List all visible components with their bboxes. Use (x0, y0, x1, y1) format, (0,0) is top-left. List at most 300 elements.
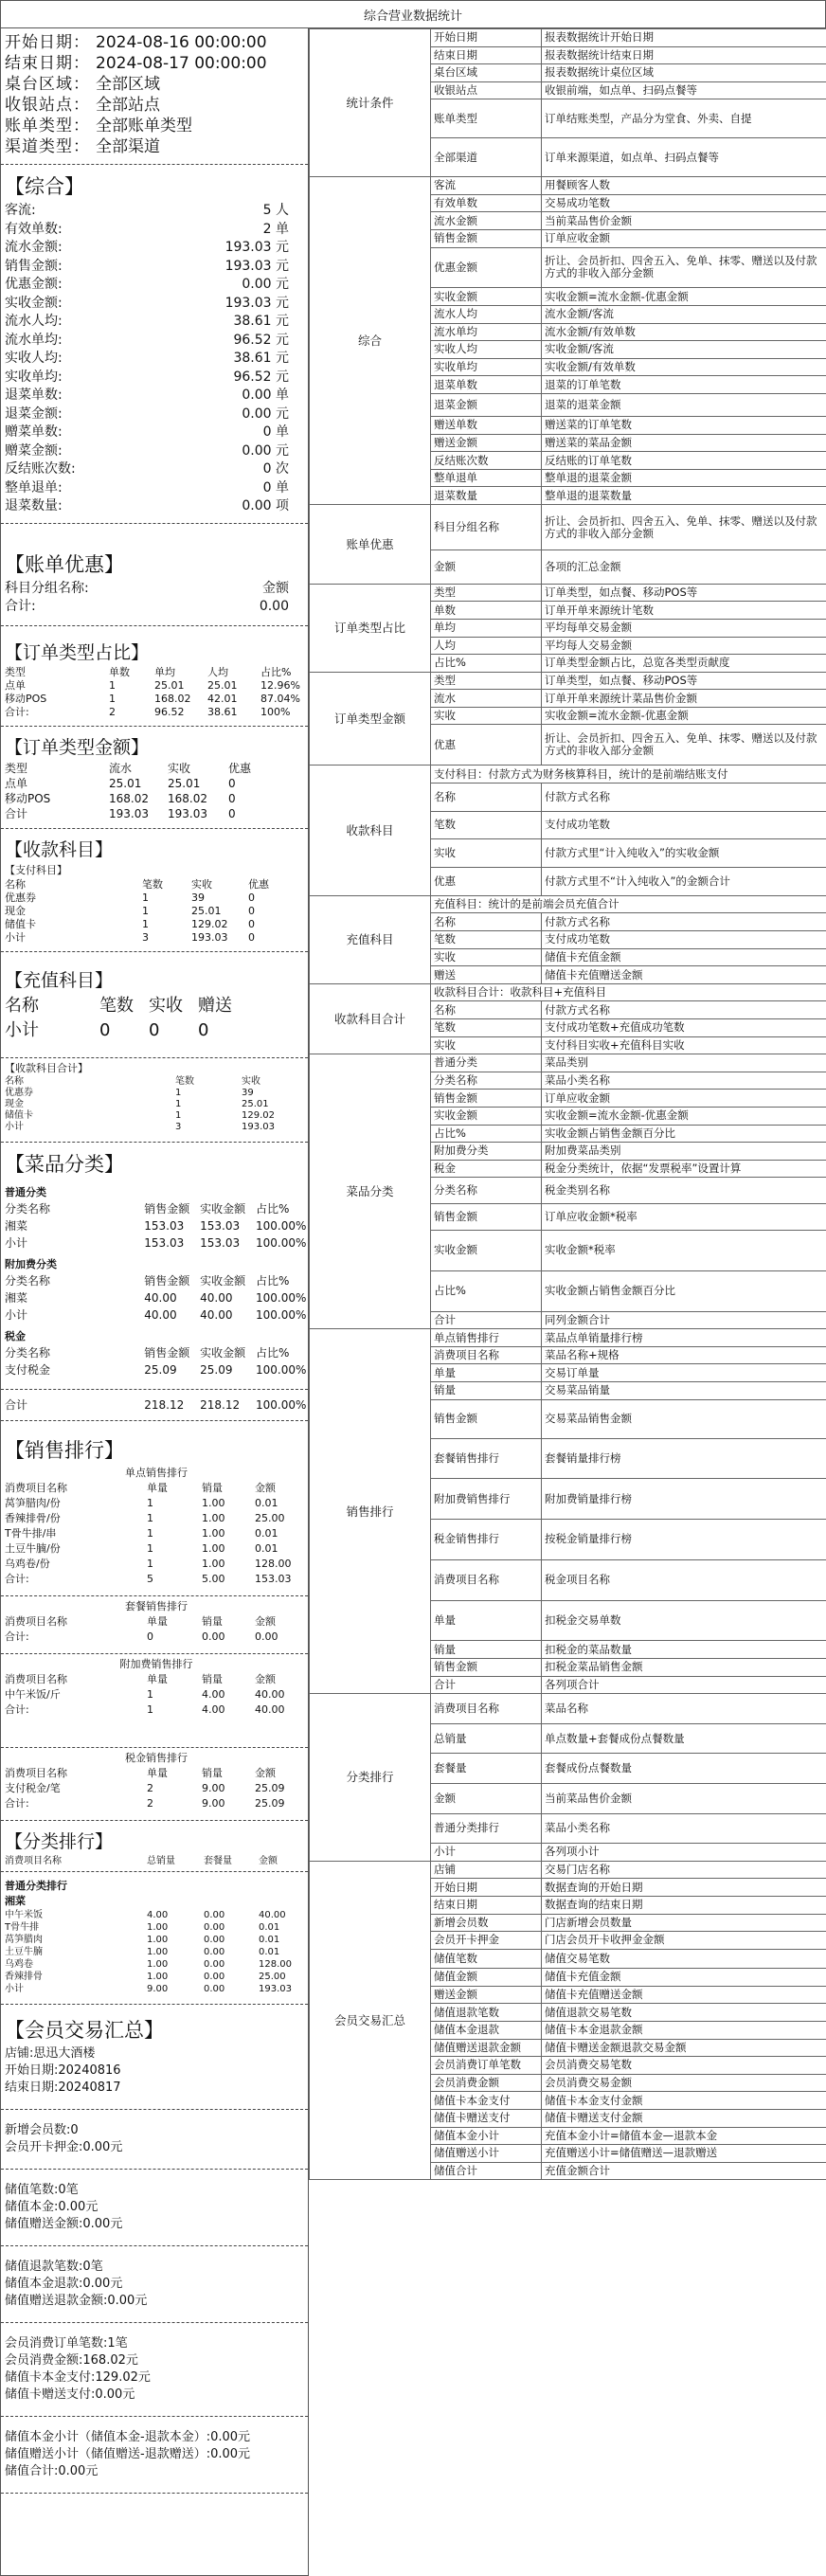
pay-total-row-cell: 39 (242, 1087, 254, 1098)
summary-value: 96.52 元 (233, 369, 289, 385)
field-name: 实收金额 (431, 1231, 542, 1271)
pay-total-title: 【收款科目合计】 (5, 1061, 88, 1074)
receipt-preview (0, 28, 309, 2576)
ranking-row-cell: 9.00 (202, 1781, 225, 1794)
ranking-row-cell: T骨牛排/串 (5, 1526, 57, 1540)
dashed-divider (1, 625, 308, 626)
class-rank-row-cell: 0.00 (204, 1958, 225, 1970)
spacer (1, 2249, 308, 2259)
payment-row (1, 931, 308, 945)
payment-row-cell: 1 (142, 891, 149, 904)
ranking-row-cell: 0 (147, 1630, 153, 1643)
class-rank-row-cell: 0.01 (259, 1934, 280, 1945)
ranking-row-cell: 中午米饭/斤 (5, 1687, 61, 1701)
member-line: 储值合计:0.00元 (5, 2463, 99, 2478)
recharge-row (1, 1018, 308, 1043)
order-amount-head (1, 761, 308, 776)
summary-label: 退菜金额: (5, 405, 63, 422)
recharge-head (1, 994, 308, 1018)
field-desc: 会员消费交易金额 (542, 2074, 826, 2092)
dish-row-cell: 100.00% (256, 1235, 307, 1250)
field-name: 分类名称 (431, 1072, 542, 1090)
field-name: 储值赠送小计 (431, 2145, 542, 2163)
ranking-subtitle: 税金销售排行 (125, 1751, 188, 1764)
spacer (1, 1133, 308, 1139)
order-ratio-row-cell: 100% (260, 705, 291, 718)
order-amount-row-cell: 点单 (5, 776, 28, 790)
dish-row-cell: 40.00 (144, 1307, 177, 1322)
field-desc: 各项的汇总金额 (542, 550, 826, 584)
class-rank-head-cell: 金额 (259, 1855, 278, 1866)
field-name: 销量 (431, 1382, 542, 1400)
class-rank-row-cell: 0.00 (204, 1934, 225, 1945)
recharge-row-cell: 0 (149, 1019, 160, 1040)
ranking-row-cell: 1.00 (202, 1511, 225, 1524)
spacer (1, 2326, 308, 2335)
field-name: 普通分类 (431, 1054, 542, 1072)
field-desc: 支付成功笔数 (542, 931, 826, 949)
field-name: 会员消费订单笔数 (431, 2057, 542, 2075)
field-desc: 支付科目实收+充值科目实收 (542, 1036, 826, 1054)
summary-label: 流水金额: (5, 240, 63, 255)
field-desc: 扣税金菜品销售金额 (542, 1658, 826, 1676)
field-name: 占比% (431, 1270, 542, 1311)
order-amount-title: 【订单类型金额】 (5, 736, 150, 758)
summary-row (1, 460, 308, 479)
pay-total-head (1, 1076, 308, 1088)
field-desc: 数据查询的开始日期 (542, 1879, 826, 1897)
order-ratio-row-cell: 1 (109, 678, 116, 692)
dish-row-cell: 153.03 (144, 1218, 185, 1233)
field-name: 整单退单 (431, 469, 542, 487)
member-line: 会员开卡押金:0.00元 (5, 2139, 123, 2154)
payment-row-cell: 129.02 (191, 917, 228, 930)
ranking-subtitle: 单点销售排行 (125, 1466, 188, 1479)
field-name: 普通分类排行 (431, 1813, 542, 1844)
field-desc: 实收金额=流水金额-优惠金额 (542, 707, 826, 725)
field-desc: 储值退款交易笔数 (542, 2004, 826, 2022)
class-rank-row-cell: 1.00 (147, 1934, 169, 1945)
ranking-row-cell: 土豆牛腩/份 (5, 1541, 61, 1555)
field-name: 桌台区域 (431, 64, 542, 82)
field-name: 账单类型 (431, 99, 542, 138)
ranking-row-cell: 4.00 (202, 1702, 225, 1716)
spacer (1, 2172, 308, 2182)
filter-value: 全部站点 (96, 96, 160, 115)
field-desc: 按税金销量排行榜 (542, 1520, 826, 1560)
field-desc: 平均每人交易金额 (542, 637, 826, 655)
payment-row-cell: 小计 (5, 930, 26, 944)
class-rank-head-cell: 消费项目名称 (5, 1855, 62, 1866)
payment-title: 【收款科目】 (5, 838, 114, 860)
dish-head-cell: 实收金额 (200, 1201, 246, 1216)
filter-value: 2024-08-17 00:00:00 (96, 54, 267, 73)
ranking-row (1, 1572, 308, 1587)
class-rank-group: 普通分类排行 (5, 1879, 67, 1892)
field-name: 占比% (431, 1125, 542, 1143)
pay-total-head-cell: 名称 (5, 1075, 24, 1087)
field-name: 优惠 (431, 725, 542, 766)
ranking-head-cell: 消费项目名称 (5, 1672, 67, 1685)
summary-row (1, 239, 308, 258)
field-desc: 赠送菜的订单笔数 (542, 417, 826, 435)
dashed-divider (1, 2004, 308, 2005)
dashed-divider (1, 1389, 308, 1390)
ranking-row-cell: 合计: (5, 1572, 29, 1585)
summary-value: 193.03 元 (224, 240, 289, 255)
dish-row-cell: 153.03 (200, 1235, 241, 1250)
summary-label: 客流: (5, 203, 36, 218)
ranking-subtitle: 附加费销售排行 (119, 1657, 193, 1670)
payment-row-cell: 储值卡 (5, 917, 36, 930)
member-line: 储值笔数:0笔 (5, 2182, 79, 2197)
filter-row (1, 32, 308, 53)
order-ratio-row-cell: 87.04% (260, 692, 300, 705)
summary-title: 【综合】 (5, 175, 84, 198)
ranking-row (1, 1526, 308, 1541)
order-amount-head-cell: 流水 (109, 761, 133, 775)
field-name: 退菜数量 (431, 487, 542, 505)
dish-row (1, 1306, 308, 1324)
ranking-row-cell: 合计: (5, 1630, 29, 1643)
summary-label: 反结账次数: (5, 461, 76, 477)
ranking-row-cell: 1.00 (202, 1496, 225, 1509)
member-line: 结束日期:20240817 (5, 2080, 121, 2095)
filter-label: 结束日期： (5, 54, 90, 73)
ranking-head-cell: 单量 (147, 1614, 168, 1628)
payment-row-cell: 1 (142, 904, 149, 917)
field-desc: 附加费菜品类别 (542, 1143, 826, 1161)
section-category: 充值科目 (310, 895, 431, 983)
dish-row (1, 1361, 308, 1378)
order-ratio-row-cell: 25.01 (154, 678, 185, 692)
dashed-divider (1, 1595, 308, 1596)
recharge-head-cell: 笔数 (99, 995, 134, 1016)
order-amount-row-cell: 25.01 (168, 776, 201, 790)
dish-row-cell: 40.00 (144, 1290, 177, 1305)
summary-value: 193.03 元 (224, 258, 289, 274)
dashed-divider (1, 1820, 308, 1821)
dashed-divider (1, 1057, 308, 1058)
class-rank-row-cell: 香辣排骨 (5, 1971, 43, 1982)
pay-total-row-cell: 193.03 (242, 1121, 275, 1132)
order-amount-row-cell: 0 (228, 806, 236, 820)
payment-row-cell: 0 (248, 891, 255, 904)
field-desc: 各列项合计 (542, 1676, 826, 1694)
ranking-head (1, 1614, 308, 1630)
field-name: 消费项目名称 (431, 1694, 542, 1724)
field-name: 笔数 (431, 811, 542, 839)
field-desc: 交易门店名称 (542, 1861, 826, 1879)
spacer (1, 1378, 308, 1386)
summary-row (1, 276, 308, 295)
class-rank-row-cell: 1.00 (147, 1946, 169, 1957)
payment-row-cell: 1 (142, 917, 149, 930)
field-name: 附加费分类 (431, 1143, 542, 1161)
dish-row-cell: 湘菜 (5, 1218, 28, 1233)
dish-head-cell: 占比% (256, 1345, 290, 1360)
payment-row-cell: 现金 (5, 904, 26, 917)
dashed-divider (1, 523, 308, 524)
field-desc: 实收金额占销售金额百分比 (542, 1125, 826, 1143)
summary-row (1, 332, 308, 351)
section-category: 销售排行 (310, 1329, 431, 1694)
class-rank-row-cell: 193.03 (259, 1983, 292, 1994)
field-name: 反结账次数 (431, 452, 542, 470)
ranking-subtitle: 套餐销售排行 (125, 1599, 188, 1612)
ranking-row (1, 1796, 308, 1811)
order-ratio-row-cell: 2 (109, 705, 116, 718)
field-name: 分类名称 (431, 1178, 542, 1204)
member-line: 储值赠送金额:0.00元 (5, 2216, 123, 2231)
member-title: 【会员交易汇总】 (5, 2018, 164, 2042)
order-amount-row-cell: 25.01 (109, 776, 142, 790)
field-name: 税金销售排行 (431, 1520, 542, 1560)
dish-total-cell: 合计 (5, 1397, 28, 1412)
dish-head (1, 1344, 308, 1361)
ranking-row-cell: 合计: (5, 1702, 29, 1716)
field-name: 单量 (431, 1364, 542, 1382)
section-category: 订单类型占比 (310, 584, 431, 672)
dish-head (1, 1272, 308, 1289)
ranking-row-cell: 40.00 (255, 1687, 285, 1701)
field-desc: 用餐顾客人数 (542, 177, 826, 195)
order-amount-row (1, 791, 308, 806)
class-rank-row-cell: 1.00 (147, 1971, 169, 1982)
dish-group-name: 附加费分类 (5, 1257, 57, 1270)
member-line: 储值本金退款:0.00元 (5, 2276, 123, 2291)
member-line: 储值赠送小计（储值赠送-退款赠送）:0.00元 (5, 2446, 251, 2461)
order-amount-head-cell: 优惠 (228, 761, 252, 775)
class-rank-row-cell: 0.01 (259, 1946, 280, 1957)
dashed-divider (1, 1420, 308, 1421)
field-name: 名称 (431, 913, 542, 931)
ranking-row-cell: 莴笋腊肉/份 (5, 1496, 61, 1509)
dashed-divider (1, 1142, 308, 1143)
discount-title: 【账单优惠】 (5, 552, 124, 576)
ranking-row-cell: 1 (147, 1687, 153, 1701)
summary-value: 0 单 (262, 424, 289, 440)
recharge-head-cell: 名称 (5, 995, 39, 1016)
field-name: 人均 (431, 637, 542, 655)
field-desc: 套餐成份点餐数量 (542, 1754, 826, 1784)
field-name: 类型 (431, 672, 542, 690)
ranking-head-cell: 单量 (147, 1766, 168, 1779)
summary-row (1, 350, 308, 369)
class-rank-row (1, 1921, 308, 1934)
field-desc: 充值赠送小计=储值赠送—退款赠送 (542, 2145, 826, 2163)
field-desc: 税金类别名称 (542, 1178, 826, 1204)
dish-row (1, 1234, 308, 1252)
spacer (1, 1995, 308, 2001)
ranking-row-cell: 1 (147, 1496, 153, 1509)
field-desc: 赠送菜的菜品金额 (542, 434, 826, 452)
field-desc: 报表数据统计开始日期 (542, 29, 826, 47)
dashed-divider (1, 726, 308, 727)
pay-total-row-cell: 小计 (5, 1121, 24, 1132)
field-desc: 储值卡充值金额 (542, 1969, 826, 1987)
field-name: 金额 (431, 1783, 542, 1813)
spacer (1, 1587, 308, 1593)
field-desc: 报表数据统计结束日期 (542, 46, 826, 64)
order-ratio-row-cell: 移动POS (5, 692, 47, 705)
summary-row (1, 258, 308, 277)
spacer (1, 2420, 308, 2429)
field-desc: 储值卡赠送支付金额 (542, 2109, 826, 2127)
field-desc: 附加费销量排行榜 (542, 1479, 826, 1520)
order-amount-row-cell: 168.02 (109, 791, 149, 805)
ranking-row-cell: 153.03 (255, 1572, 292, 1585)
field-desc: 菜品点单销量排行榜 (542, 1329, 826, 1347)
class-rank-row-cell: 4.00 (147, 1909, 169, 1920)
field-name: 笔数 (431, 931, 542, 949)
ranking-row-cell: 128.00 (255, 1557, 292, 1570)
order-ratio-head-cell: 单均 (154, 665, 175, 678)
dish-row-cell: 小计 (5, 1307, 28, 1322)
field-name: 流水 (431, 690, 542, 708)
order-amount-row-cell: 193.03 (168, 806, 207, 820)
dashed-divider (1, 828, 308, 829)
field-name: 储值卡本金支付 (431, 2092, 542, 2110)
filter-label: 开始日期： (5, 33, 90, 52)
ranking-row-cell: 香辣排骨/份 (5, 1511, 61, 1524)
ranking-head-cell: 销量 (202, 1481, 223, 1494)
ranking-row-cell: 4.00 (202, 1687, 225, 1701)
class-rank-title: 【分类排行】 (5, 1830, 114, 1852)
field-name: 消费项目名称 (431, 1559, 542, 1600)
ranking-head-cell: 消费项目名称 (5, 1481, 67, 1494)
dish-row-cell: 100.00% (256, 1218, 307, 1233)
member-line: 新增会员数:0 (5, 2122, 79, 2137)
payment-row-cell: 0 (248, 930, 255, 944)
ranking-row-cell: 2 (147, 1796, 153, 1810)
dish-row-cell: 25.09 (144, 1362, 177, 1377)
field-name: 储值金额 (431, 1969, 542, 1987)
summary-row (1, 369, 308, 387)
dish-head (1, 1200, 308, 1217)
class-rank-row-cell: 土豆牛腩 (5, 1946, 43, 1957)
class-rank-row-cell: 中午米饭 (5, 1909, 43, 1920)
field-desc: 交易菜品销量 (542, 1382, 826, 1400)
class-rank-row-cell: 0.00 (204, 1946, 225, 1957)
class-rank-row-cell: 9.00 (147, 1983, 169, 1994)
order-amount-row-cell: 0 (228, 776, 236, 790)
pay-total-row-cell: 129.02 (242, 1109, 275, 1121)
dashed-divider (1, 2109, 308, 2110)
order-amount-row-cell: 193.03 (109, 806, 149, 820)
summary-value: 2 单 (262, 221, 289, 237)
order-amount-head-cell: 类型 (5, 761, 28, 775)
payment-row (1, 918, 308, 931)
field-name: 新增会员数 (431, 1914, 542, 1932)
field-desc: 实收金额/有效单数 (542, 358, 826, 376)
field-name: 流水人均 (431, 305, 542, 323)
summary-row (1, 479, 308, 498)
summary-value: 0.00 元 (242, 405, 289, 422)
order-ratio-row (1, 693, 308, 706)
order-amount-row-cell: 0 (228, 791, 236, 805)
spacer (1, 2496, 308, 2506)
order-ratio-head-cell: 单数 (109, 665, 130, 678)
discount-total-label: 合计: (5, 599, 36, 614)
ranking-row-cell: 5.00 (202, 1572, 225, 1585)
payment-row-cell: 39 (191, 891, 205, 904)
class-rank-sub: 湘菜 (5, 1894, 26, 1907)
summary-label: 流水单均: (5, 332, 63, 348)
field-desc: 充值本金小计=储值本金—退款本金 (542, 2127, 826, 2145)
field-desc: 退菜的订单笔数 (542, 376, 826, 394)
summary-row (1, 221, 308, 240)
dish-row-cell: 100.00% (256, 1307, 307, 1322)
summary-label: 实收人均: (5, 351, 63, 366)
section-category: 菜品分类 (310, 1054, 431, 1329)
field-desc: 储值卡充值赠送金额 (542, 966, 826, 984)
payment-head-cell: 实收 (191, 877, 212, 891)
ranking-head-cell: 销量 (202, 1766, 223, 1779)
dish-head-cell: 分类名称 (5, 1345, 51, 1360)
field-desc: 整单退的退菜数量 (542, 487, 826, 505)
dish-row-cell: 153.03 (144, 1235, 185, 1250)
ranking-row (1, 1781, 308, 1796)
field-desc: 交易成功笔数 (542, 194, 826, 212)
ranking-row-cell: 9.00 (202, 1796, 225, 1810)
ranking-head-cell: 单量 (147, 1481, 168, 1494)
recharge-head-cell: 实收 (149, 995, 183, 1016)
summary-label: 退菜单数: (5, 387, 63, 403)
ranking-row (1, 1687, 308, 1702)
class-rank-row-cell: 0.00 (204, 1921, 225, 1933)
field-desc: 订单来源渠道，如点单、扫码点餐等 (542, 138, 826, 177)
field-name: 合计 (431, 1311, 542, 1329)
recharge-row-cell: 0 (198, 1019, 209, 1040)
order-ratio-row-cell: 168.02 (154, 692, 191, 705)
field-desc: 扣税金交易单数 (542, 1600, 826, 1641)
dashed-divider (1, 2322, 308, 2323)
field-desc: 数据查询的结束日期 (542, 1896, 826, 1914)
pay-total-head-cell: 实收 (242, 1075, 260, 1087)
payment-head-cell: 优惠 (248, 877, 269, 891)
ranking-row (1, 1541, 308, 1557)
field-name: 赠送单数 (431, 417, 542, 435)
field-desc: 订单类型，如点餐、移动POS等 (542, 584, 826, 602)
order-ratio-row-cell: 1 (109, 692, 116, 705)
ranking-row (1, 1557, 308, 1572)
member-line: 会员消费金额:168.02元 (5, 2352, 138, 2368)
field-name: 实收 (431, 839, 542, 868)
field-name: 有效单数 (431, 194, 542, 212)
filter-row (1, 136, 308, 157)
field-name: 笔数 (431, 1018, 542, 1036)
class-rank-row-cell: 小计 (5, 1983, 24, 1994)
field-name: 储值本金退款 (431, 2021, 542, 2039)
field-desc: 菜品类别 (542, 1054, 826, 1072)
field-name: 总销量 (431, 1723, 542, 1754)
ranking-row-cell: 1.00 (202, 1526, 225, 1540)
field-desc: 折让、会员折扣、四舍五入、免单、抹零、赠送以及付款方式的非收入部分金额 (542, 505, 826, 550)
section-head: 收款科目合计：收款科目+充值科目 (431, 983, 826, 1001)
field-name: 储值退款笔数 (431, 2004, 542, 2022)
section-category: 订单类型金额 (310, 672, 431, 766)
field-desc: 当前菜品售价金额 (542, 1783, 826, 1813)
field-name: 优惠金额 (431, 247, 542, 288)
filter-value: 2024-08-16 00:00:00 (96, 33, 267, 52)
class-rank-row-cell: 0.00 (204, 1983, 225, 1994)
summary-row (1, 202, 308, 221)
field-desc: 菜品名称 (542, 1694, 826, 1724)
section-head: 支付科目：付款方式为财务核算科目，统计的是前端结账支付 (431, 766, 826, 784)
pay-total-row (1, 1099, 308, 1110)
filter-row (1, 53, 308, 74)
